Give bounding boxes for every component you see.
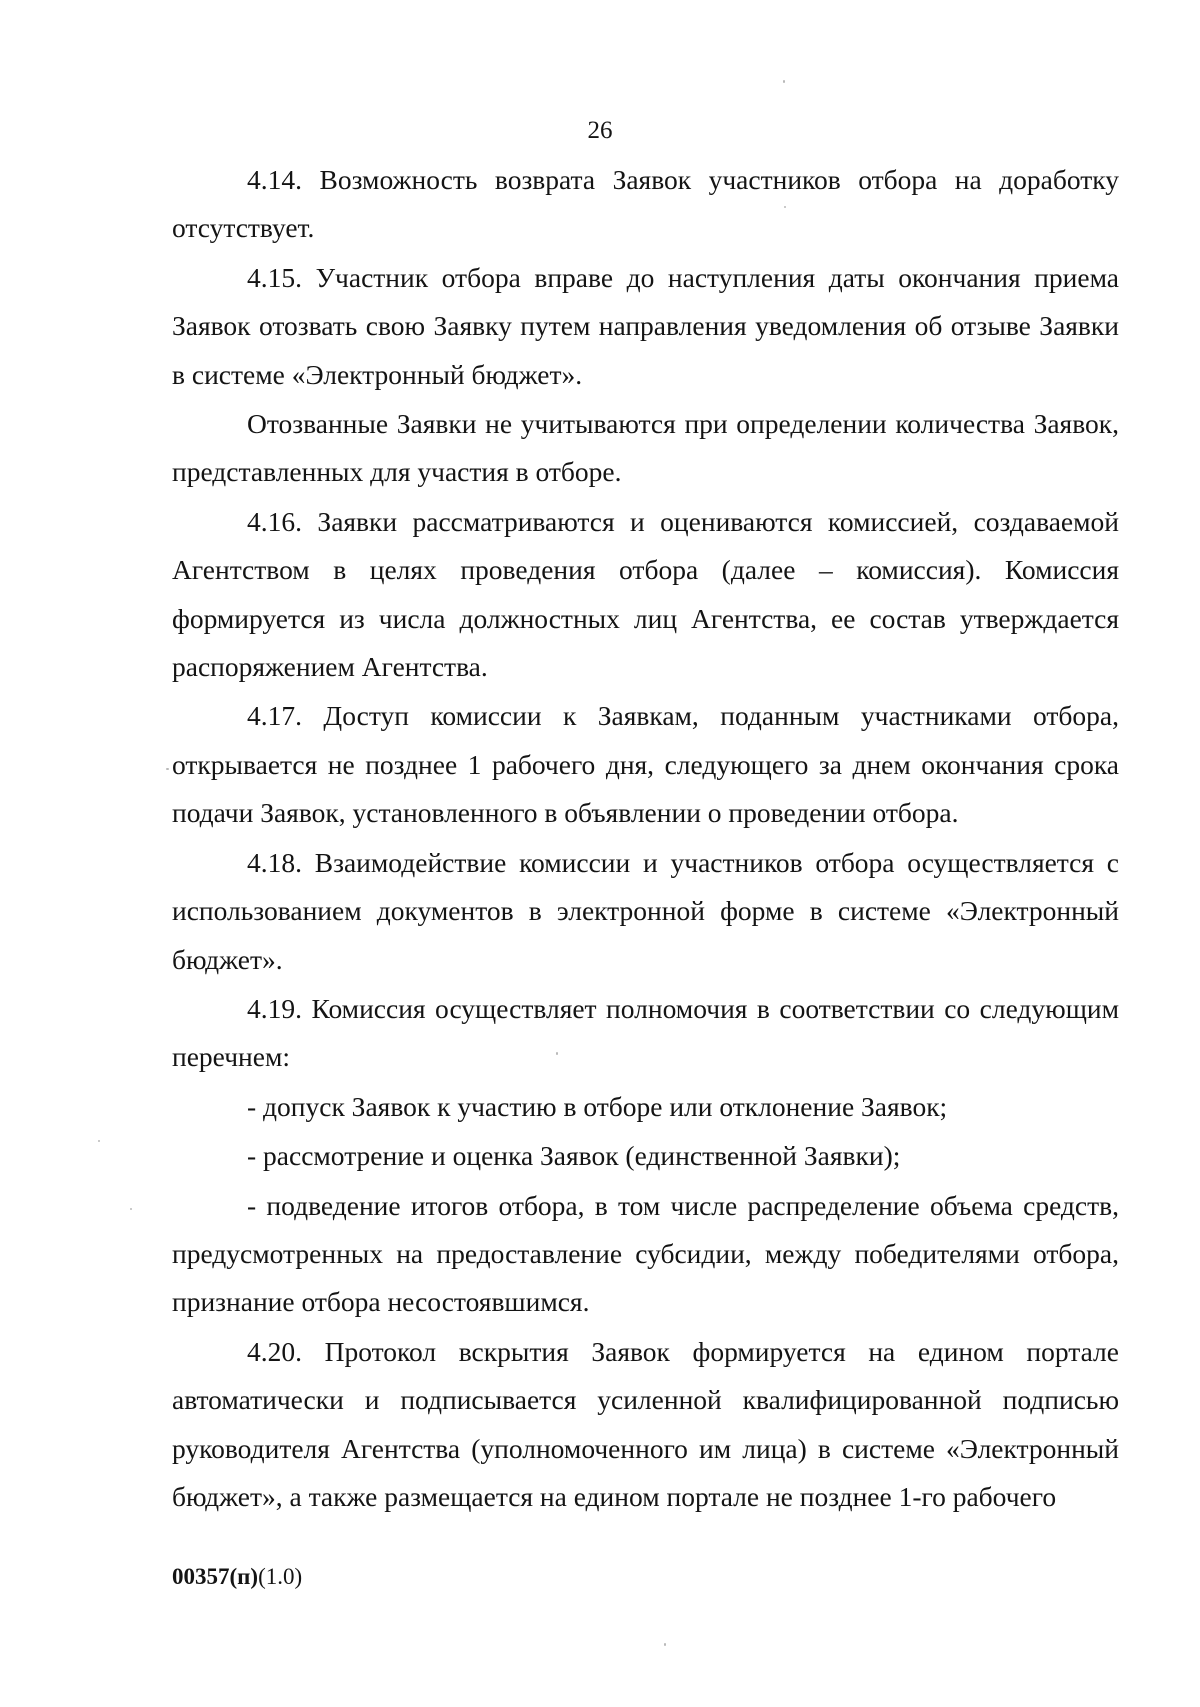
paragraph-4-15: 4.15. Участник отбора вправе до наступления даты окончания приема Заявок отозвать свою Заявку путем направления уведомления об отзыве Заявки в системе «Электронный бюджет».	[172, 261, 1119, 390]
list-item-admission: - допуск Заявок к участию в отборе или отклонение Заявок;	[247, 1090, 948, 1122]
scan-speck	[130, 1208, 132, 1210]
document-code	[172, 1563, 302, 1591]
list-item-review: - рассмотрение и оценка Заявок (единственной Заявки);	[247, 1140, 901, 1172]
scan-speck	[166, 768, 169, 770]
paragraph-4-14: 4.14. Возможность возврата Заявок участников отбора на доработку отсутствует.	[172, 164, 1119, 244]
paragraph-4-18: 4.18. Взаимодействие комиссии и участников отбора осуществляется с использованием документов в электронной форме в системе «Электронный бюджет».	[172, 846, 1119, 975]
document-code-number: 00357(п)	[172, 1564, 259, 1589]
scan-speck	[664, 1643, 666, 1646]
page-number: 26	[587, 117, 613, 144]
paragraph-4-19: 4.19. Комиссия осуществляет полномочия в соответствии со следующим перечнем:	[172, 992, 1119, 1073]
scan-speck	[784, 206, 786, 208]
scan-speck	[98, 1140, 100, 1142]
list-item-results: - подведение итогов отбора, в том числе распределение объема средств, предусмотренных на предоставление субсидии, между победителями отбора, признание отбора несостоявшимся.	[172, 1189, 1119, 1318]
scan-speck	[556, 1052, 558, 1055]
paragraph-4-20: 4.20. Протокол вскрытия Заявок формируется на едином портале автоматически и подписывается усиленной квалифицированной подписью руководителя Агентства (уполномоченного им лица) в системе «Электронный бюджет», а также размещается на едином портале не позднее 1-го рабочего	[172, 1335, 1119, 1512]
paragraph-4-16: 4.16. Заявки рассматриваются и оцениваются комиссией, создаваемой Агентством в целях проведения отбора (далее – комиссия). Комиссия формируется из числа должностных лиц Агентства, ее состав утверждается распоряжением Агентства.	[172, 505, 1119, 683]
scan-speck	[783, 80, 785, 83]
paragraph-4-17: 4.17. Доступ комиссии к Заявкам, поданным участниками отбора, открывается не позднее 1 рабочего дня, следующего за днем окончания срока подачи Заявок, установленного в объявлении о проведении отбора.	[172, 700, 1119, 829]
document-code-version: (1.0)	[258, 1564, 303, 1589]
paragraph-withdrawn-applications: Отозванные Заявки не учитываются при определении количества Заявок, представленных для участия в отборе.	[172, 408, 1119, 488]
document-body	[172, 156, 1119, 1521]
